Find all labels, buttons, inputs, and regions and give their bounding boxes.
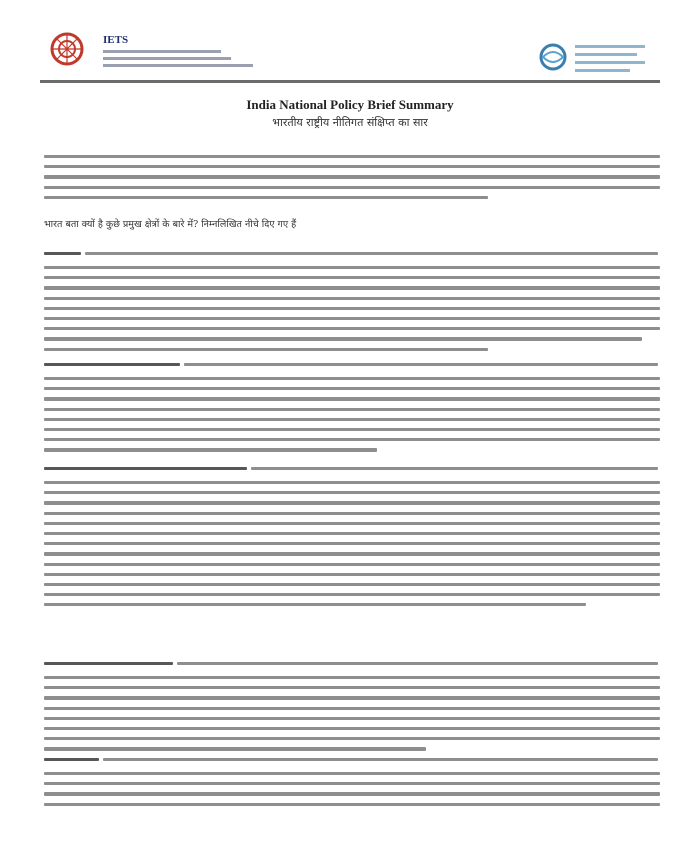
org-subtitle-line — [103, 64, 253, 67]
section-paragraph — [44, 753, 660, 813]
org-subtitle-line — [103, 57, 231, 60]
emblem-icon — [50, 32, 84, 66]
org-subtitle-line — [103, 50, 221, 53]
header-rule — [40, 80, 660, 83]
intro-question: भारत बता क्यों है कुछे प्रमुख क्षेत्रों के बारे में? निम्नलिखित नीचे दिए गए हैं — [44, 219, 297, 230]
section-paragraph — [44, 657, 660, 758]
section-paragraph — [44, 462, 660, 613]
section-paragraph — [44, 358, 660, 459]
page-title: India National Policy Brief Summary — [246, 97, 454, 112]
page-subtitle: भारतीय राष्ट्रीय नीतिगत संक्षिप्त का सार — [272, 116, 428, 129]
document-header — [0, 0, 700, 86]
globe-logo-icon — [538, 42, 568, 72]
intro-paragraph — [44, 155, 660, 206]
section-paragraph — [44, 247, 660, 358]
org-name: IETS — [103, 34, 129, 46]
